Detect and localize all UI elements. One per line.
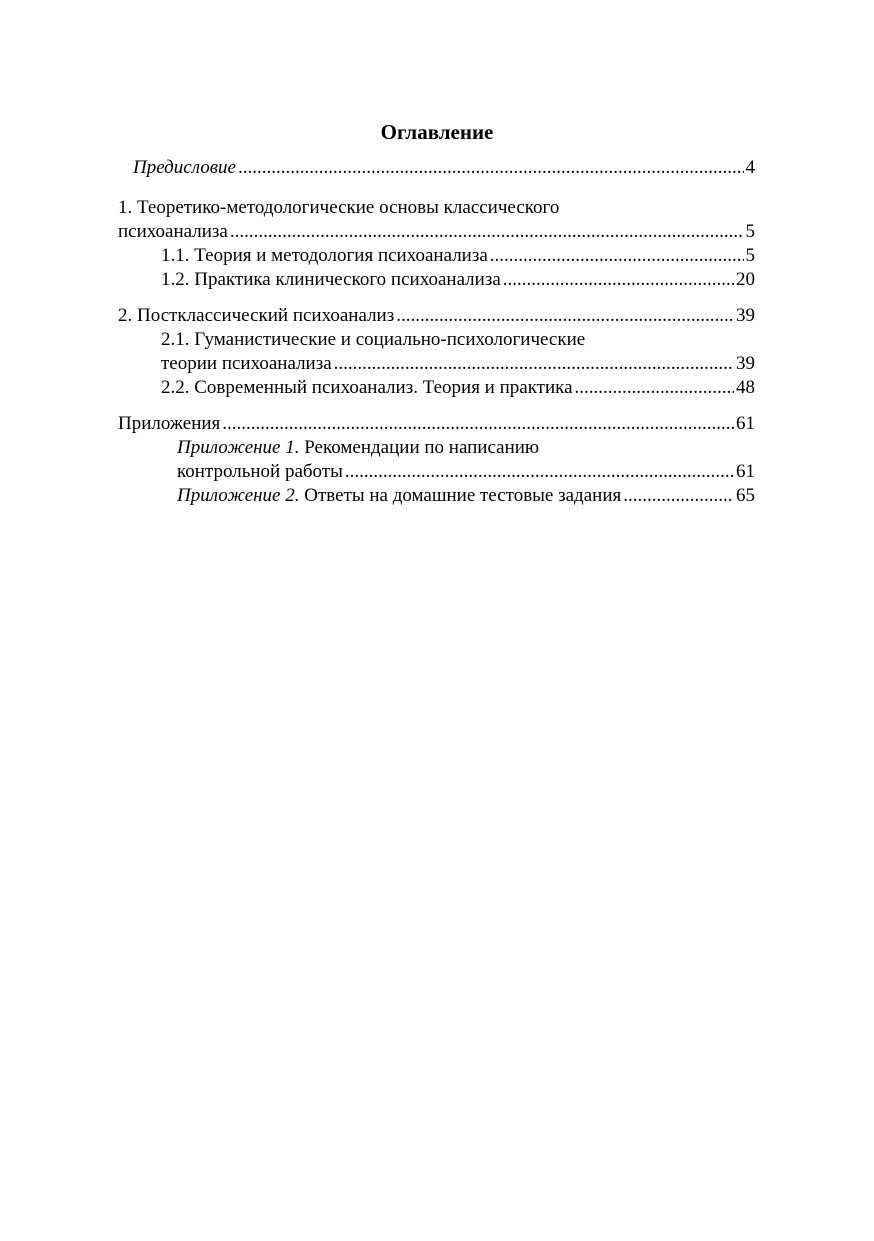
dot-leader (345, 460, 734, 484)
page-title: Оглавление (380, 120, 494, 144)
toc-entry-chapter2[interactable] (118, 304, 755, 328)
toc-entry-label: 2. Постклассический психоанализ (118, 305, 395, 326)
dot-leader (490, 244, 744, 268)
toc-entry-label: психоанализа (118, 221, 228, 242)
toc-entry-section-2-1-line1[interactable]: 2.1. Гуманистические и социально-психологические (161, 329, 586, 350)
toc-entry-section-1-2[interactable] (161, 268, 755, 292)
dot-leader (238, 156, 744, 180)
toc-page-number: 5 (745, 245, 755, 266)
toc-entry-preface[interactable] (133, 156, 755, 180)
toc-entry-label-wrap (177, 484, 621, 508)
toc-page-number: 20 (736, 269, 755, 290)
toc-entry-label: 1.2. Практика клинического психоанализа (161, 269, 501, 290)
toc-entry-label: Ответы на домашние тестовые задания (299, 485, 622, 506)
toc-entry-label: Рекомендации по написанию (299, 437, 540, 458)
appendix-prefix: Приложение 1. (177, 437, 300, 458)
toc-entry-label: 2.2. Современный психоанализ. Теория и практика (161, 377, 573, 398)
toc-entry-chapter1-line1[interactable]: 1. Теоретико-методологические основы классического (118, 197, 560, 218)
toc-entry-appendix1-line1[interactable] (177, 436, 539, 460)
toc-entry-label: теории психоанализа (161, 353, 332, 374)
dot-leader (503, 268, 734, 292)
dot-leader (334, 352, 734, 376)
toc-entry-label: Приложения (118, 413, 221, 434)
toc-entry-label: контрольной работы (177, 461, 343, 482)
dot-leader (230, 220, 744, 244)
toc-entry-appendix1[interactable] (177, 460, 755, 484)
toc-page-number: 61 (736, 461, 755, 482)
appendix-prefix: Приложение 2. (177, 485, 300, 506)
dot-leader (623, 484, 734, 508)
toc-page-number: 39 (736, 305, 755, 326)
toc-page-number: 61 (736, 413, 755, 434)
toc-entry-chapter1[interactable] (118, 220, 755, 244)
toc-page-number: 65 (736, 485, 755, 506)
dot-leader (396, 304, 734, 328)
dot-leader (575, 376, 734, 400)
toc-entry-section-2-1[interactable] (161, 352, 755, 376)
toc-page-number: 39 (736, 353, 755, 374)
toc-entry-label: 1.1. Теория и методология психоанализа (161, 245, 488, 266)
toc-page-number: 5 (745, 221, 755, 242)
toc-entry-appendix2[interactable] (177, 484, 755, 508)
toc-page-number: 4 (745, 157, 755, 178)
toc-entry-label: Предисловие (133, 157, 236, 178)
toc-entry-section-2-2[interactable] (161, 376, 755, 400)
toc-page-number: 48 (736, 377, 755, 398)
toc-entry-section-1-1[interactable] (161, 244, 755, 268)
dot-leader (222, 412, 734, 436)
toc-entry-appendices[interactable] (118, 412, 755, 436)
